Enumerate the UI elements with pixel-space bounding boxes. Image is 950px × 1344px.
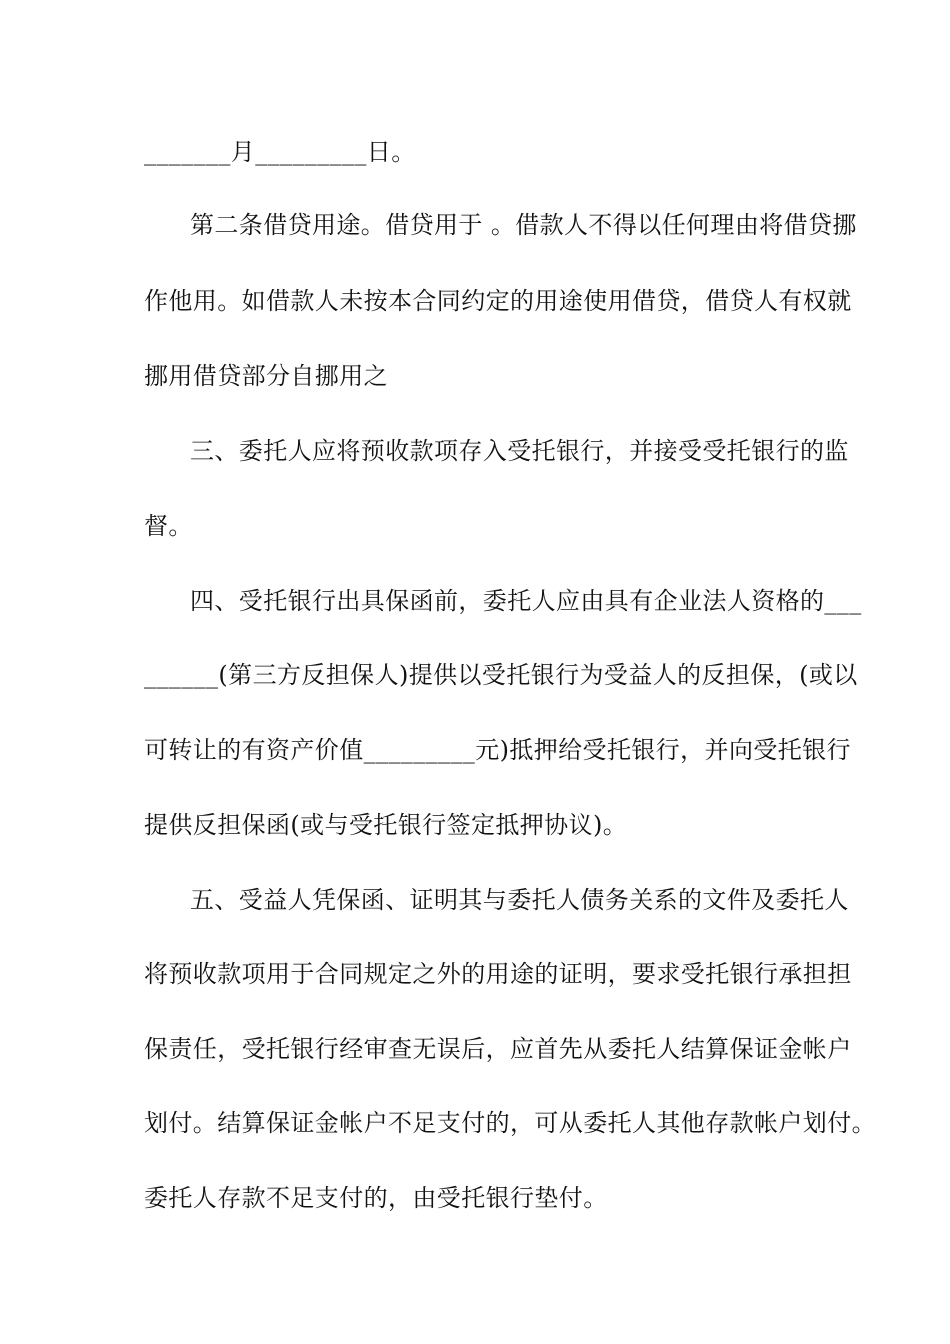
paragraph-clause4-line3: 可转让的有资产价值_________元)抵押给受托银行，并向受托银行 — [144, 736, 851, 764]
paragraph-clause5-line4: 划付。结算保证金帐户不足支付的，可从委托人其他存款帐户划付。 — [144, 1109, 876, 1137]
paragraph-clause4-line2: ______(第三方反担保人)提供以受托银行为受益人的反担保，(或以 — [144, 661, 858, 689]
paragraph-clause3-line2: 督。 — [144, 512, 193, 540]
date-line: _______月_________日。 — [144, 138, 416, 166]
paragraph-clause5-line1: 五、受益人凭保函、证明其与委托人债务关系的文件及委托人 — [190, 886, 849, 914]
paragraph-clause5-line2: 将预收款项用于合同规定之外的用途的证明，要求受托银行承担担 — [144, 960, 852, 988]
paragraph-clause4-line1: 四、受托银行出具保函前，委托人应由具有企业法人资格的___ — [190, 587, 862, 615]
paragraph-clause4-line4: 提供反担保函(或与受托银行签定抵押协议)。 — [144, 811, 628, 839]
paragraph-clause5-line5: 委托人存款不足支付的，由受托银行垫付。 — [144, 1184, 608, 1212]
paragraph-clause3-line1: 三、委托人应将预收款项存入受托银行，并接受受托银行的监 — [190, 437, 849, 465]
paragraph-article2-line3: 挪用借贷部分自挪用之 — [144, 362, 388, 390]
paragraph-article2-line2: 作他用。如借款人未按本合同约定的用途使用借贷，借贷人有权就 — [144, 287, 852, 315]
paragraph-clause5-line3: 保责任，受托银行经审查无误后，应首先从委托人结算保证金帐户 — [144, 1035, 852, 1063]
paragraph-article2-line1: 第二条借贷用途。借贷用于 。借款人不得以任何理由将借贷挪 — [190, 211, 857, 239]
